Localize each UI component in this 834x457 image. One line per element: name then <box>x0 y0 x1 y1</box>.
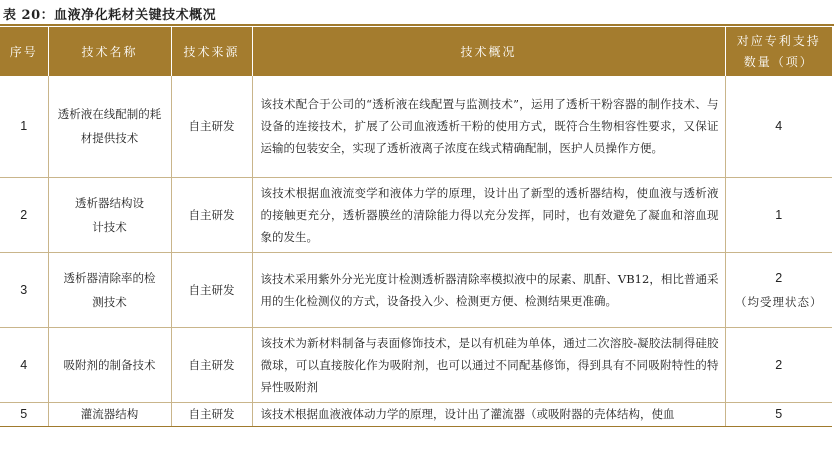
row-patents: 2 <box>725 327 832 402</box>
row-no: 2 <box>0 177 48 252</box>
row-no: 4 <box>0 327 48 402</box>
tech-table <box>0 27 832 427</box>
row-source: 自主研发 <box>171 402 252 426</box>
row-desc: 该技术根据血液流变学和液体力学的原理，设计出了新型的透析器结构，使血液与透析液的接触更充分，透析器膜丝的清除能力得以充分发挥，同时，也有效避免了凝血和溶血现象的发生。 <box>252 177 725 252</box>
header-patents <box>725 27 832 76</box>
header-patents-line1: 对应专利支持 <box>736 33 821 48</box>
row-patents: 2 <box>775 270 783 285</box>
row-name: 透析器清除率的检测技术 <box>48 252 171 327</box>
header-no: 序号 <box>0 27 48 76</box>
table-row <box>0 76 832 177</box>
row-desc: 该技术根据血液液体动力学的原理，设计出了灌流器（或吸附器的壳体结构，使血 <box>252 402 725 426</box>
row-name: 透析器结构设计技术 <box>48 177 171 252</box>
row-name: 灌流器结构 <box>48 402 171 426</box>
patents-block <box>730 266 829 314</box>
header-desc: 技术概况 <box>252 27 725 76</box>
row-patents: 1 <box>725 177 832 252</box>
row-desc: 该技术配合于公司的“透析液在线配置与监测技术”，运用了透析干粉容器的制作技术、与设备的连接技术，扩展了公司血液透析干粉的使用方式，既符合生物相容性要求，又保证运输的包装安全，实现了透析液离子浓度在线式精确配制，医护人员操作方便。 <box>252 76 725 177</box>
table-row <box>0 252 832 327</box>
row-desc: 该技术为新材料制备与表面修饰技术，是以有机硅为单体，通过二次溶胶-凝胶法制得硅胶微球，可以直接胺化作为吸附剂，也可以通过不同配基修饰，得到具有不同吸附特性的特异性吸附剂 <box>252 327 725 402</box>
table-row <box>0 402 832 426</box>
row-name: 吸附剂的制备技术 <box>48 327 171 402</box>
table-row <box>0 327 832 402</box>
header-source: 技术来源 <box>171 27 252 76</box>
row-no: 1 <box>0 76 48 177</box>
row-name: 透析液在线配制的耗材提供技术 <box>48 76 171 177</box>
caption-rule <box>0 24 834 26</box>
row-source: 自主研发 <box>171 327 252 402</box>
row-patents: 4 <box>725 76 832 177</box>
header-patents-line2: 数量（项） <box>743 54 814 69</box>
table-caption: 表 20：血液净化耗材关键技术概况 <box>3 8 217 23</box>
row-patents: 5 <box>725 402 832 426</box>
row-source: 自主研发 <box>171 252 252 327</box>
table-row <box>0 177 832 252</box>
row-source: 自主研发 <box>171 76 252 177</box>
row-desc: 该技术采用紫外分光光度计检测透析器清除率模拟液中的尿素、肌酐、VB12，相比普通采用的生化检测仪的方式，设备投入少、检测更方便、检测结果更准确。 <box>252 252 725 327</box>
header-name: 技术名称 <box>48 27 171 76</box>
row-no: 3 <box>0 252 48 327</box>
row-patents-note: （均受理状态） <box>735 294 823 309</box>
table-header-row <box>0 27 832 76</box>
row-patents-cell <box>725 252 832 327</box>
row-source: 自主研发 <box>171 177 252 252</box>
row-no: 5 <box>0 402 48 426</box>
